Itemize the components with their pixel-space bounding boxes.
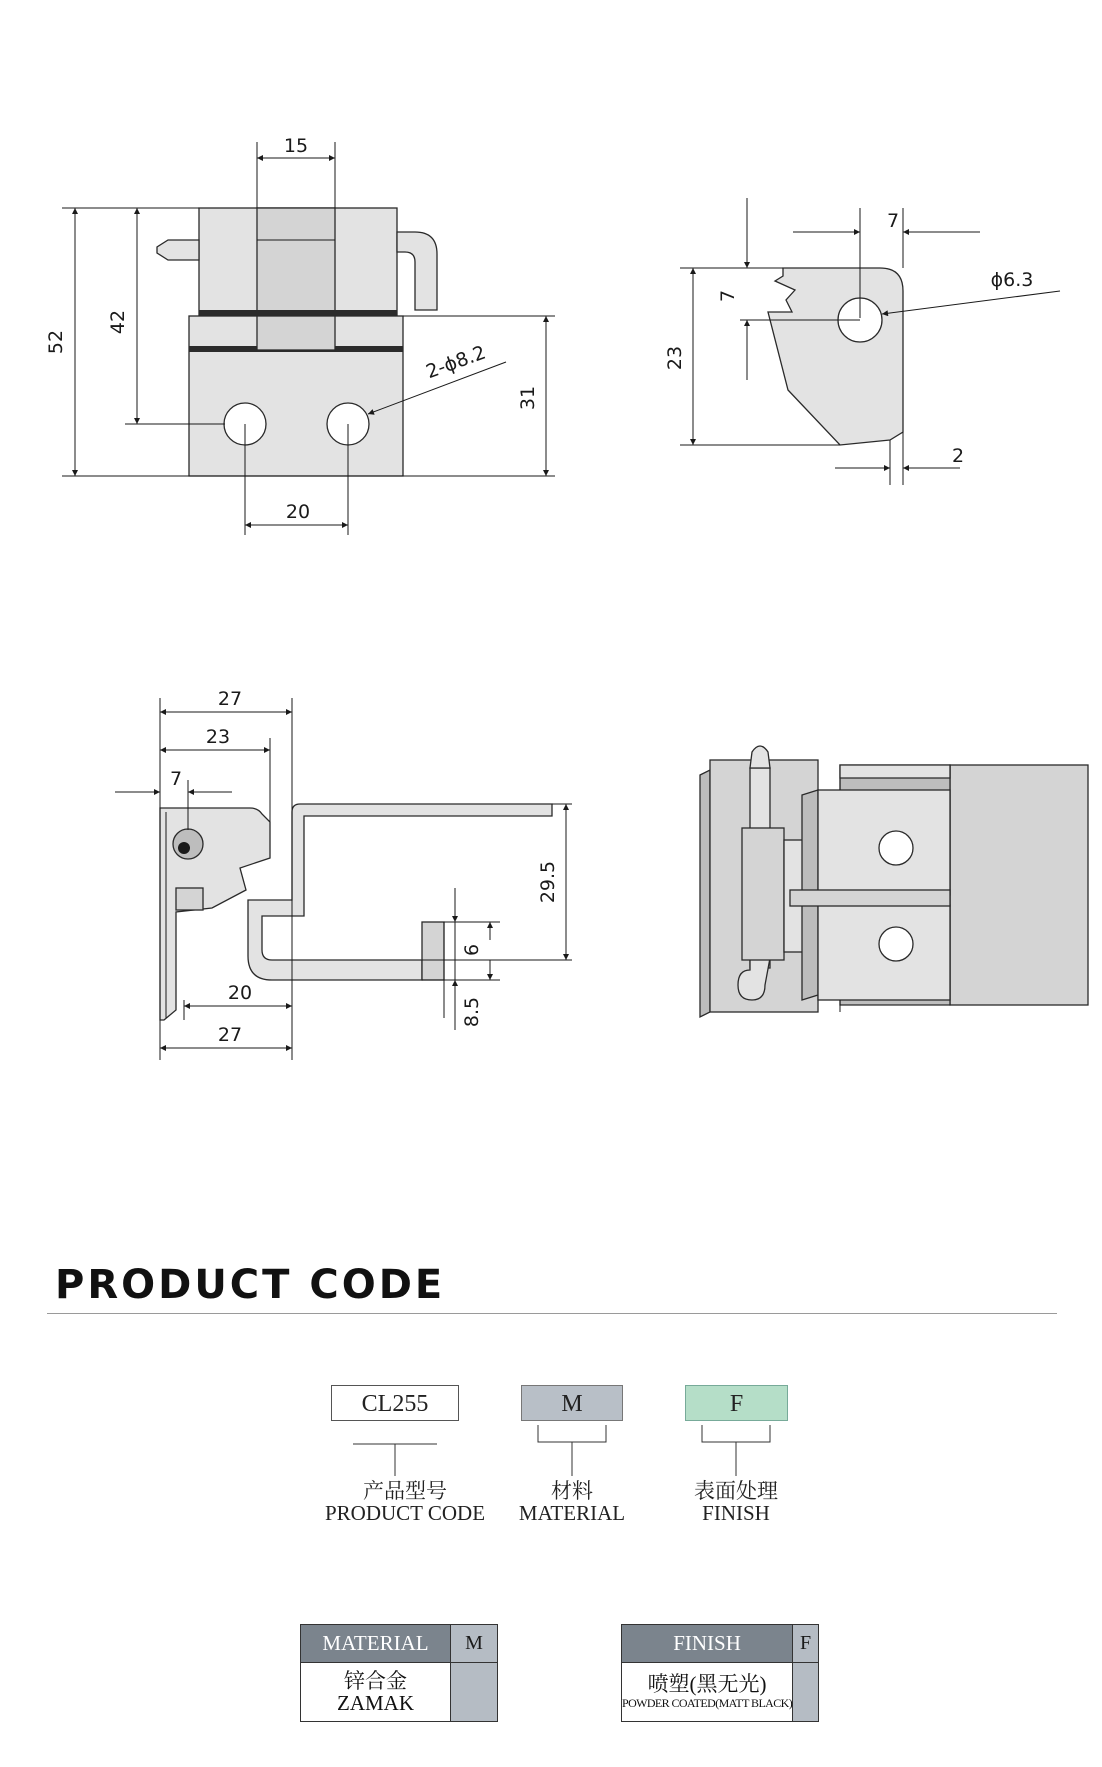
material-table bbox=[300, 1624, 498, 1722]
dim-side-pin: ϕ6.3 bbox=[990, 269, 1034, 291]
heading-divider bbox=[47, 1313, 1057, 1314]
dim-side-23: 23 bbox=[664, 345, 686, 371]
dim-front-20: 20 bbox=[285, 501, 311, 523]
hinge-3d-render bbox=[700, 746, 1088, 1017]
finish-caption-cn: 表面处理 bbox=[694, 1479, 778, 1503]
material-table-value bbox=[301, 1663, 451, 1722]
finish-table-value bbox=[622, 1663, 793, 1722]
dim-front-42: 42 bbox=[107, 309, 129, 335]
material-code-box: M bbox=[521, 1385, 623, 1421]
finish-table bbox=[621, 1624, 819, 1722]
product-code-caption bbox=[300, 1480, 510, 1524]
material-table-key-cell bbox=[451, 1663, 498, 1722]
dim-front-52: 52 bbox=[45, 329, 67, 355]
dim-front-hole-callout: 2-ϕ8.2 bbox=[423, 341, 489, 384]
material-caption bbox=[502, 1480, 642, 1524]
material-caption-cn: 材料 bbox=[551, 1479, 593, 1503]
finish-caption bbox=[666, 1480, 806, 1524]
front-view bbox=[45, 135, 555, 535]
dim-open-29-5: 29.5 bbox=[537, 860, 559, 904]
finish-value-cn: 喷塑(黑无光) bbox=[647, 1672, 767, 1696]
dim-side-2: 2 bbox=[951, 445, 965, 467]
material-value-cn: 锌合金 bbox=[344, 1669, 407, 1693]
dim-front-15: 15 bbox=[283, 135, 309, 157]
dim-front-31: 31 bbox=[517, 385, 539, 411]
product-code-caption-en: PRODUCT CODE bbox=[324, 1501, 486, 1525]
dim-side-7-vertical: 7 bbox=[717, 289, 739, 303]
dim-open-8-5: 8.5 bbox=[461, 996, 483, 1028]
material-value-en: ZAMAK bbox=[337, 1691, 414, 1715]
product-code-box: CL255 bbox=[331, 1385, 459, 1421]
finish-table-key: F bbox=[793, 1625, 819, 1663]
material-table-key: M bbox=[451, 1625, 498, 1663]
dim-open-27-top: 27 bbox=[217, 688, 243, 710]
finish-table-key-cell bbox=[793, 1663, 819, 1722]
dim-side-7: 7 bbox=[886, 210, 900, 232]
material-caption-en: MATERIAL bbox=[518, 1501, 626, 1525]
open-view bbox=[115, 688, 572, 1060]
product-code-heading: PRODUCT CODE bbox=[55, 1262, 446, 1308]
dim-open-6: 6 bbox=[461, 943, 483, 957]
side-view bbox=[664, 198, 1060, 485]
finish-value-en: POWDER COATED(MATT BLACK) bbox=[622, 1696, 793, 1710]
product-code-caption-cn: 产品型号 bbox=[363, 1479, 447, 1503]
finish-table-header: FINISH bbox=[622, 1625, 793, 1663]
dim-open-7: 7 bbox=[169, 768, 183, 790]
finish-code-box: F bbox=[685, 1385, 788, 1421]
dim-open-20: 20 bbox=[227, 982, 253, 1004]
code-bracket-lines bbox=[353, 1425, 770, 1476]
material-table-header: MATERIAL bbox=[301, 1625, 451, 1663]
finish-caption-en: FINISH bbox=[702, 1501, 770, 1525]
dim-open-23: 23 bbox=[205, 726, 231, 748]
dim-open-27-bottom: 27 bbox=[217, 1024, 243, 1046]
